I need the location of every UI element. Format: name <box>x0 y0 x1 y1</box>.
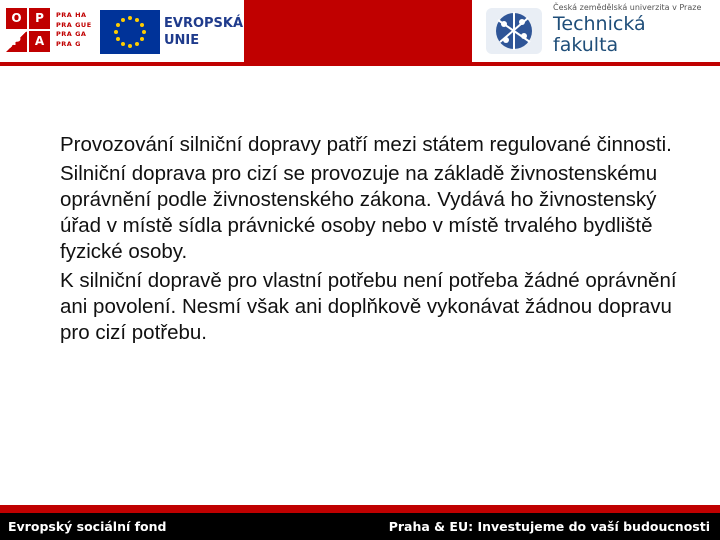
oppa-letter-a: A <box>29 31 50 52</box>
faculty-name-line1: Technická <box>553 13 646 35</box>
oppa-letter-p2: P <box>12 34 21 48</box>
prague-logo-text: PRA <box>56 11 73 19</box>
prague-logo <box>56 11 96 51</box>
prague-logo-text: G <box>75 39 81 48</box>
faculty-name <box>553 14 646 56</box>
eu-label-line2: UNIE <box>164 33 200 48</box>
footer-right-text: Praha & EU: Investujeme do vaší budoucnosti <box>388 519 710 534</box>
oppa-letter-p: P <box>29 8 50 29</box>
body-paragraph: K silniční dopravě pro vlastní potřebu není potřeba žádné oprávnění ani povolení. Nesmí však ani doplňkově vykonávat žádnou dopravu pro cizí potřebu. <box>60 269 677 344</box>
slide-body <box>60 132 690 349</box>
prague-logo-text: PRA <box>56 20 73 29</box>
header-logos-left <box>0 0 244 62</box>
eu-label <box>164 15 243 49</box>
prague-logo-text: GA <box>75 30 87 38</box>
university-name: Česká zemědělská univerzita v Praze <box>553 3 702 12</box>
oppa-letter-o: O <box>6 8 27 29</box>
slide-header <box>0 0 720 68</box>
prague-logo-text: PRA <box>56 30 73 38</box>
oppa-logo <box>6 8 52 54</box>
footer-bar <box>0 513 720 540</box>
body-paragraph: Provozování silniční dopravy patří mezi státem regulované činnosti. <box>60 133 672 156</box>
eu-label-line1: EVROPSKÁ <box>164 16 244 31</box>
header-red-band <box>244 0 472 62</box>
footer-left-text: Evropský sociální fond <box>8 519 167 534</box>
faculty-name-line2: fakulta <box>553 34 619 56</box>
prague-logo-text: PRA <box>56 39 73 48</box>
slide-footer <box>0 505 720 540</box>
prague-logo-text: GUE <box>75 20 92 29</box>
eu-flag-icon <box>100 10 160 54</box>
faculty-logo-icon <box>484 6 544 56</box>
body-paragraph: Silniční doprava pro cizí se provozuje na základě živnostenskému oprávnění podle živnostenského zákona. Vydává ho živnostenský úřad v místě sídla právnické osoby nebo v místě trvalého bydliště fyzické osoby. <box>60 162 658 263</box>
header-divider <box>0 62 720 66</box>
prague-logo-text: HA <box>75 11 87 19</box>
